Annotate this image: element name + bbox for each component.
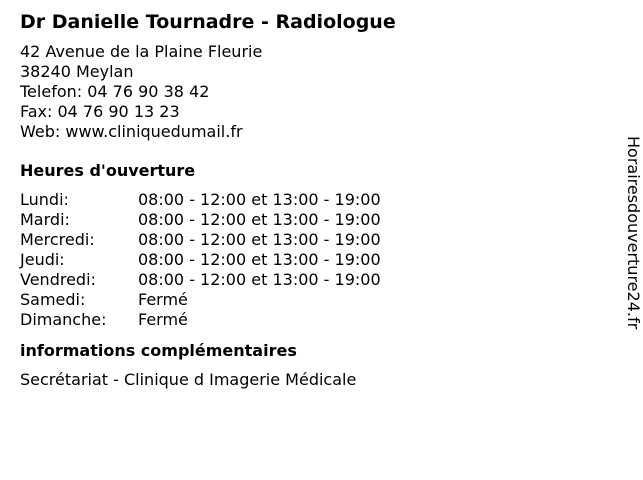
- hours-row-monday: [20, 190, 580, 210]
- hours-row-tuesday: [20, 210, 580, 230]
- day-label: Vendredi:: [20, 270, 96, 289]
- hours-row-saturday: [20, 290, 580, 310]
- day-label: Lundi:: [20, 190, 69, 209]
- day-label: Mercredi:: [20, 230, 95, 249]
- time-value: Fermé: [138, 310, 188, 329]
- time-value: Fermé: [138, 290, 188, 309]
- day-label: Dimanche:: [20, 310, 107, 329]
- address-block: [20, 42, 580, 142]
- hours-row-thursday: [20, 250, 580, 270]
- info-text: Secrétariat - Clinique d Imagerie Médicale: [20, 370, 357, 389]
- page-title: Dr Danielle Tournadre - Radiologue: [20, 11, 396, 33]
- time-value: 08:00 - 12:00 et 13:00 - 19:00: [138, 230, 381, 249]
- time-value: 08:00 - 12:00 et 13:00 - 19:00: [138, 210, 381, 229]
- hours-row-wednesday: [20, 230, 580, 250]
- fax-number: Fax: 04 76 90 13 23: [20, 102, 180, 121]
- day-label: Samedi:: [20, 290, 86, 309]
- address-city: 38240 Meylan: [20, 62, 134, 81]
- hours-heading: Heures d'ouverture: [20, 161, 196, 180]
- website: Web: www.cliniquedumail.fr: [20, 122, 243, 141]
- site-watermark: Horairesdouverture24.fr: [624, 136, 643, 330]
- day-label: Jeudi:: [20, 250, 65, 269]
- hours-table: [20, 190, 580, 330]
- time-value: 08:00 - 12:00 et 13:00 - 19:00: [138, 190, 381, 209]
- address-street: 42 Avenue de la Plaine Fleurie: [20, 42, 263, 61]
- phone-number: Telefon: 04 76 90 38 42: [20, 82, 210, 101]
- content: [20, 10, 580, 390]
- hours-row-friday: [20, 270, 580, 290]
- time-value: 08:00 - 12:00 et 13:00 - 19:00: [138, 270, 381, 289]
- hours-row-sunday: [20, 310, 580, 330]
- time-value: 08:00 - 12:00 et 13:00 - 19:00: [138, 250, 381, 269]
- info-heading: informations complémentaires: [20, 341, 297, 360]
- day-label: Mardi:: [20, 210, 70, 229]
